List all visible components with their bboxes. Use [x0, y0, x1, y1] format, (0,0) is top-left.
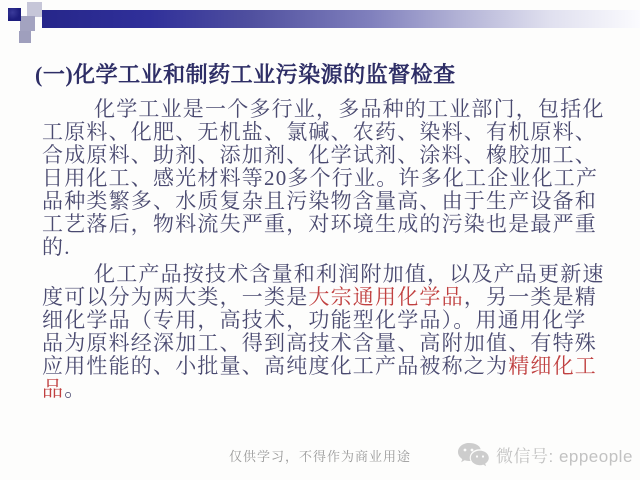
wechat-watermark [456, 440, 633, 468]
deco-square-light [27, 2, 42, 17]
body-text-segment: 。 [64, 377, 87, 401]
body-text-segment: 的. [42, 235, 71, 259]
text-line [42, 213, 617, 236]
body-text-segment: 细化学品（专用，高技术，功能型化学品）。用通用化学 [42, 308, 587, 332]
body-text-segment: 工原料、化肥、无机盐、氯碱、农药、染料、有机原料、 [42, 120, 597, 144]
wechat-id-label: 微信号: eppeople [496, 446, 633, 466]
highlight-text: 品 [42, 377, 65, 401]
deco-square-dark [8, 8, 21, 21]
text-line [42, 263, 617, 286]
body-text [42, 98, 617, 405]
deco-square-mid [20, 16, 35, 31]
text-line [42, 309, 617, 332]
body-text-segment: 应用性能的、小批量、高纯度化工产品被称之为 [42, 354, 509, 378]
body-text-segment: 化学工业是一个多行业，多品种的工业部门，包括化 [94, 97, 605, 121]
text-line [42, 121, 617, 144]
body-text-segment: 品为原料经深加工、得到高技术含量、高附加值、有特殊 [42, 331, 597, 355]
text-line [42, 378, 617, 401]
body-text-segment: 日用化工、感光材料等20多个行业。许多化工企业化工产 [42, 166, 599, 190]
highlight-text: 精细化工 [508, 354, 598, 378]
text-line [42, 144, 617, 167]
text-line [42, 167, 617, 190]
deco-square-small [19, 31, 31, 43]
body-text-segment: 合成原料、助剂、添加剂、化学试剂、涂料、橡胶加工、 [42, 143, 597, 167]
body-text-segment: ，另一类是精 [463, 285, 598, 309]
text-line [42, 190, 617, 213]
text-line [42, 98, 617, 121]
body-text-segment: 工艺落后，物料流失严重，对环境生成的污染也是最严重 [42, 212, 597, 236]
text-line [42, 236, 617, 259]
text-line [42, 355, 617, 378]
disclaimer-text: 仅供学习，不得作为商业用途 [228, 449, 411, 464]
body-text-segment: 化工产品按技术含量和利润附加值，以及产品更新速 [94, 262, 605, 286]
title-banner-gradient-bar [42, 10, 640, 28]
body-text-segment: 度可以分为两大类，一类是 [42, 285, 309, 309]
text-line [42, 286, 617, 309]
wechat-icon [456, 441, 492, 467]
body-text-segment: 品种类繁多、水质复杂且污染物含量高、由于生产设备和 [42, 189, 597, 213]
paragraph [42, 263, 617, 401]
highlight-text: 大宗通用化学品 [308, 285, 464, 309]
paragraph [42, 98, 617, 259]
text-line [42, 332, 617, 355]
page-title: (一)化学工业和制药工业污染源的监督检查 [35, 62, 456, 87]
